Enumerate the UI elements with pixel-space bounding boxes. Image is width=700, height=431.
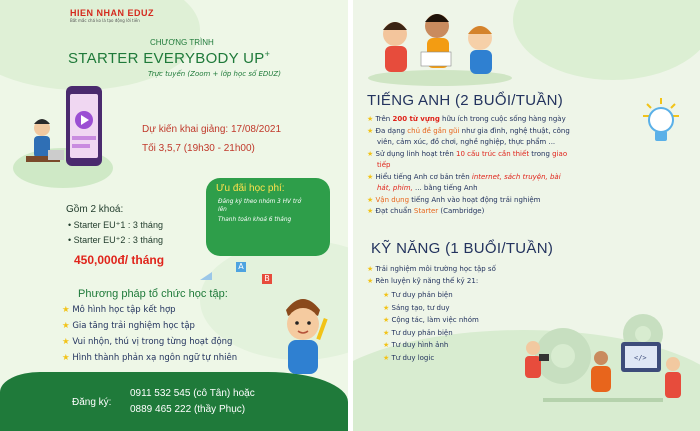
- boy-illustration: [268, 290, 338, 380]
- highlight: 200 từ vựng: [392, 115, 440, 123]
- logo-text: HIEN NHAN EDUZ: [70, 8, 155, 18]
- text: viên, cảm xúc, đồ chơi, nghề nghiệp, thực phẩm ...: [377, 138, 556, 146]
- english-item-2: [367, 126, 667, 138]
- offer-item-2: Thanh toán khoá 6 tháng: [218, 217, 292, 223]
- price: 450,000đ/ tháng: [74, 253, 165, 267]
- star-icon: ★: [367, 126, 374, 135]
- text: Tư duy phản biện: [391, 328, 453, 337]
- star-icon: ★: [383, 328, 390, 337]
- star-icon: ★: [367, 265, 374, 273]
- course-item-1: • Starter EU⁺1 : 3 tháng: [68, 220, 163, 230]
- star-icon: ★: [62, 321, 70, 331]
- flyer-left: [0, 0, 348, 431]
- text: Rèn luyện kỹ năng thế kỷ 21:: [375, 277, 479, 285]
- highlight: Starter: [413, 207, 439, 215]
- star-icon: ★: [62, 305, 70, 315]
- star-icon: ★: [367, 149, 374, 158]
- program-title-text: STARTER EVERYBODY UP: [68, 50, 265, 67]
- register-label: Đăng ký:: [72, 397, 112, 408]
- logo: [70, 8, 154, 23]
- star-icon: ★: [367, 115, 374, 123]
- english-item-4: [367, 172, 667, 184]
- highlight: internet, sách truyện, bài: [471, 172, 561, 181]
- text: Tư duy logic: [391, 353, 435, 362]
- skill-item: [383, 339, 479, 352]
- text: Tư duy hình ảnh: [391, 341, 449, 349]
- skill-item: [383, 302, 479, 315]
- method-1-text: Mô hình học tập kết hợp: [72, 305, 176, 315]
- skills-title: KỸ NĂNG (1 BUỔI/TUẦN): [371, 240, 554, 257]
- logo-slogan: Bất mắc chá ko là tạo động lời tiền: [70, 18, 140, 23]
- start-date: Dự kiến khai giảng: 17/08/2021: [142, 124, 282, 135]
- text: tiếng Anh vào hoạt động trải nghiệm: [409, 195, 541, 204]
- phone-2: 0889 465 222 (thầy Phục): [130, 404, 246, 415]
- star-icon: ★: [367, 277, 374, 285]
- method-3-text: Vui nhộn, thú vị trong từng hoạt động: [72, 337, 233, 347]
- text: Trên: [375, 115, 393, 123]
- text: Cộng tác, làm việc nhóm: [391, 316, 479, 324]
- english-item-1: [367, 114, 667, 126]
- course-2-text: Starter EU⁺2 : 3 tháng: [73, 235, 163, 245]
- star-icon: ★: [62, 353, 70, 363]
- star-icon: ★: [367, 172, 374, 181]
- program-label: CHƯƠNG TRÌNH: [150, 38, 214, 47]
- english-list: [367, 114, 667, 218]
- text: Sử dụng linh hoạt trên: [375, 149, 457, 158]
- svg-text:</>: </>: [634, 354, 647, 362]
- star-icon: ★: [367, 195, 374, 204]
- english-title: TIẾNG ANH (2 BUỔI/TUẦN): [367, 92, 564, 109]
- star-icon: ★: [383, 316, 390, 324]
- program-title: [68, 49, 270, 67]
- english-item-5: [367, 195, 667, 207]
- block-b-icon: B: [262, 274, 272, 284]
- text: Hiểu tiếng Anh cơ bản trên: [375, 172, 472, 181]
- text: Tư duy phản biện: [391, 291, 453, 299]
- english-item-4-cont: [367, 183, 667, 195]
- text: Đạt chuẩn: [375, 207, 414, 215]
- teamwork-gears-illustration: [503, 298, 693, 418]
- english-item-3-cont: [367, 160, 667, 172]
- star-icon: ★: [383, 341, 390, 349]
- method-4-text: Hình thành phản xạ ngôn ngữ tự nhiên: [72, 353, 238, 363]
- highlight: tiếp: [377, 161, 391, 169]
- text: Trải nghiệm môi trường học tập số: [375, 265, 496, 273]
- offer-title: Ưu đãi học phí:: [216, 183, 285, 194]
- text: Sáng tạo, tư duy: [391, 303, 450, 312]
- course-item-2: • Starter EU⁺2 : 3 tháng: [68, 235, 163, 245]
- skill-item: [383, 314, 479, 327]
- highlight: chủ đề gần gũi: [407, 126, 460, 135]
- footer-band: [0, 372, 348, 431]
- star-icon: ★: [367, 207, 374, 215]
- courses-title: Gồm 2 khoá:: [66, 204, 124, 215]
- text: như gia đình, nghệ thuật, công: [459, 126, 570, 135]
- method-2-text: Gia tăng trải nghiệm học tập: [72, 321, 195, 331]
- star-icon: ★: [383, 291, 390, 299]
- course-1-text: Starter EU⁺1 : 3 tháng: [73, 220, 163, 230]
- method-title: Phương pháp tổ chức học tập:: [78, 288, 228, 300]
- skill-item: [383, 352, 479, 365]
- skill-item: [383, 327, 479, 340]
- kids-reading-illustration: [365, 4, 515, 86]
- method-item-1: [62, 305, 176, 315]
- method-item-3: [62, 337, 232, 347]
- paper-plane-icon: [200, 272, 212, 280]
- offer-item-1: Đăng ký theo nhóm 3 HV trở lên: [218, 199, 302, 213]
- star-icon: ★: [383, 353, 390, 362]
- skills-intro-1: [367, 263, 496, 275]
- text: trong: [529, 149, 553, 158]
- program-title-sup: +: [264, 49, 271, 59]
- highlight: 10 cấu trúc cần thiết: [456, 149, 530, 158]
- skills-intro: [367, 263, 496, 287]
- text: Đa dạng: [375, 126, 408, 135]
- method-item-4: [62, 353, 237, 363]
- skill-item: [383, 289, 479, 302]
- offer-item: [218, 198, 308, 224]
- bg-blob-right-top: [513, 0, 700, 80]
- text: hữu ích trong cuộc sống hàng ngày: [439, 115, 566, 123]
- program-mode: Trực tuyến (Zoom + lớp học số EDUZ): [148, 70, 281, 78]
- star-icon: ★: [62, 337, 70, 347]
- highlight: Vận dụng: [375, 195, 410, 204]
- method-item-2: [62, 321, 195, 331]
- english-item-6: [367, 206, 667, 218]
- skills-intro-2: [367, 275, 496, 287]
- schedule: Tối 3,5,7 (19h30 - 21h00): [142, 143, 255, 154]
- text: ... bằng tiếng Anh: [412, 184, 478, 192]
- english-item-3: [367, 149, 667, 161]
- english-item-2-cont: [367, 137, 667, 149]
- highlight: hát, phim,: [377, 184, 413, 192]
- phone-1: 0911 532 545 (cô Tân) hoặc: [130, 388, 255, 399]
- highlight: giao: [552, 149, 568, 158]
- text: (Cambridge): [438, 207, 485, 215]
- skills-list: [383, 289, 479, 364]
- star-icon: ★: [383, 303, 390, 312]
- block-a-icon: A: [236, 262, 246, 272]
- phone-learner-illustration: [8, 78, 128, 198]
- flyer-right: [353, 0, 700, 431]
